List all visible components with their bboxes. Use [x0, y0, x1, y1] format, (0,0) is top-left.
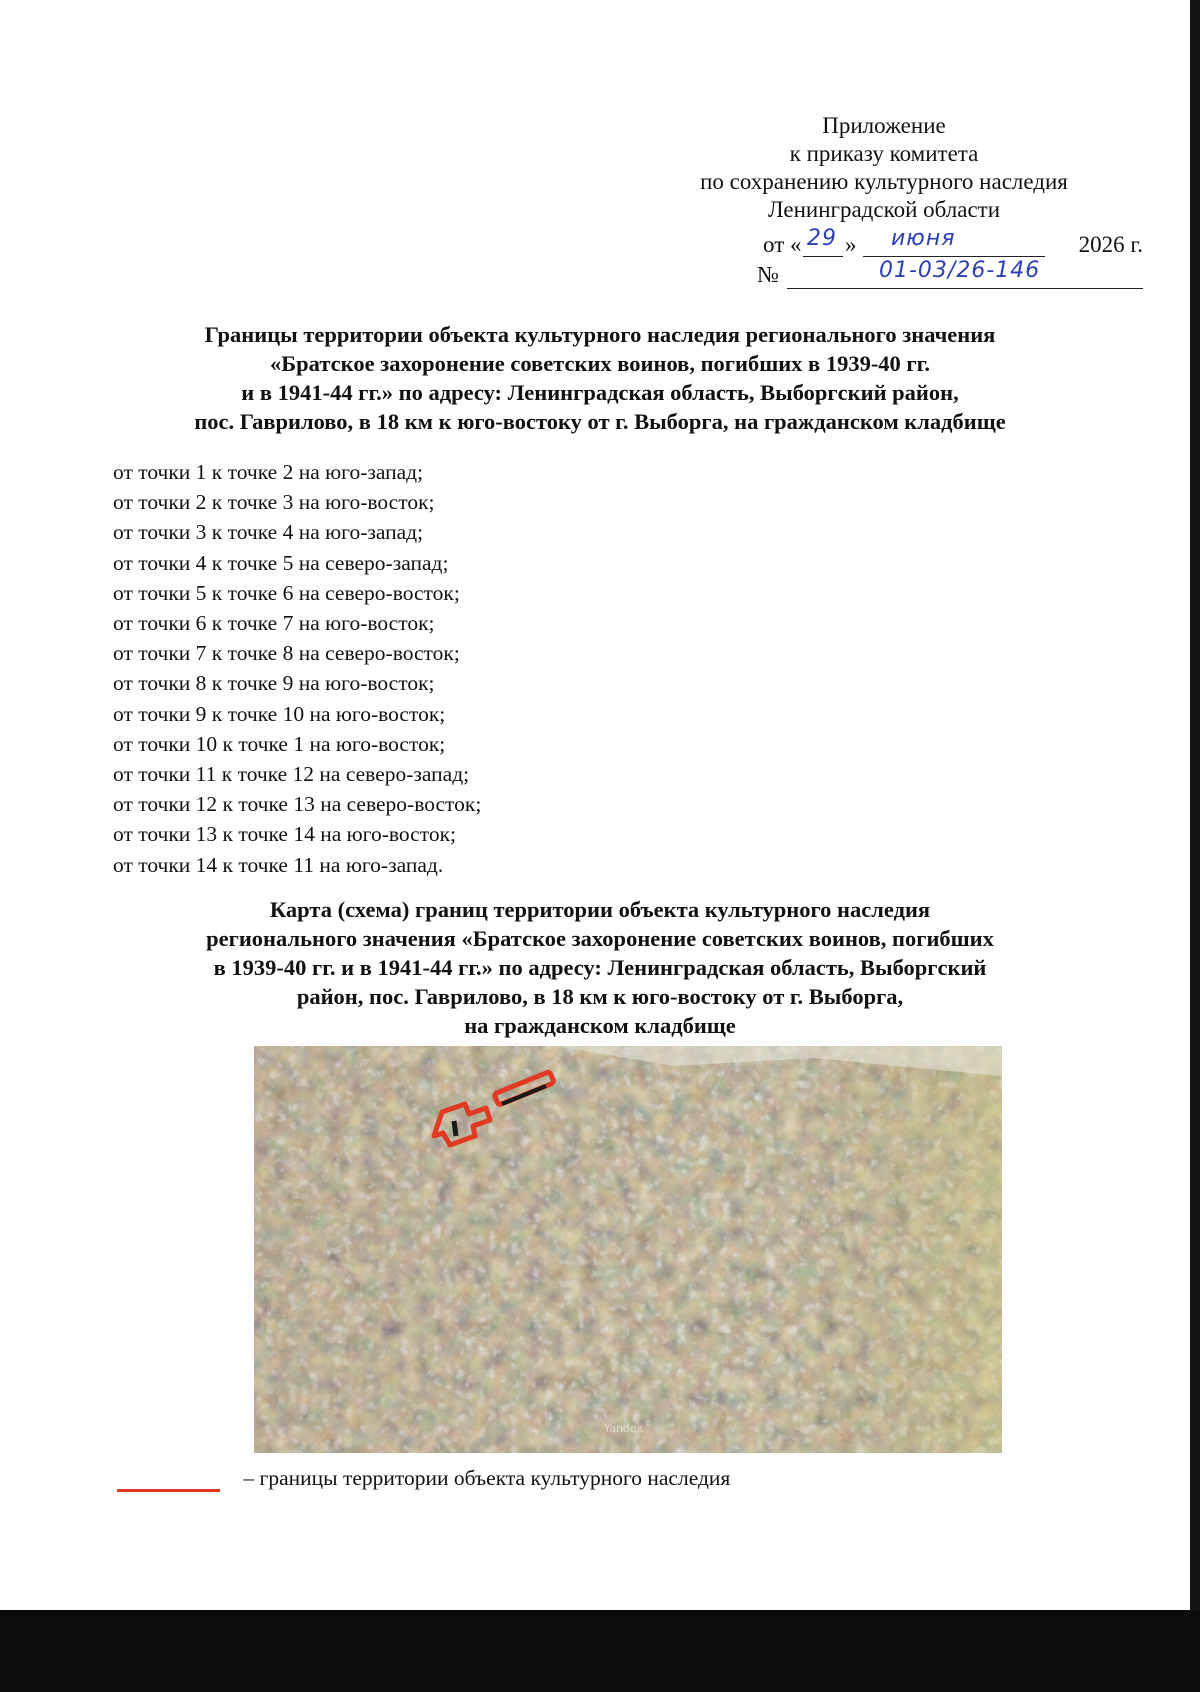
title-line: и в 1941-44 гг.» по адресу: Ленинградская область, Выборгский район, [241, 380, 959, 405]
header-line: по сохранению культурного наследия [700, 169, 1068, 194]
title-line: пос. Гаврилово, в 18 км к юго-востоку от г. Выборга, на гражданском кладбище [194, 409, 1006, 434]
title-line: район, пос. Гаврилово, в 18 км к юго-востоку от г. Выборга, [296, 984, 904, 1009]
boundary-segment: от точки 5 к точке 6 на северо-восток; [113, 580, 460, 605]
number-value: 01-03/26-146 [879, 258, 1041, 283]
title-line: на гражданском кладбище [464, 1013, 736, 1038]
header-line: Ленинградской области [767, 197, 1001, 222]
title-line: «Братское захоронение советских воинов, погибших в 1939-40 гг. [270, 351, 930, 376]
title-line: Границы территории объекта культурного наследия регионального значения [204, 322, 996, 347]
boundary-segment: от точки 14 к точке 11 на юго-запад. [113, 852, 444, 877]
boundary-segment: от точки 4 к точке 5 на северо-запад; [113, 550, 449, 575]
title-line: в 1939-40 гг. и в 1941-44 гг.» по адресу: Ленинградская область, Выборгский [213, 955, 987, 980]
header-line: Приложение [822, 113, 946, 138]
boundary-segment: от точки 1 к точке 2 на юго-запад; [113, 460, 424, 484]
satellite-map [254, 1046, 1002, 1453]
date-year: 2026 г. [1078, 232, 1143, 257]
header-line: к приказу комитета [789, 141, 979, 166]
boundary-description-list [113, 457, 481, 880]
boundary-segment: от точки 11 к точке 12 на северо-запад; [113, 762, 470, 787]
date-day: 29 [807, 226, 837, 251]
grave-marker [454, 1121, 456, 1136]
boundary-segment: от точки 10 к точке 1 на юго-восток; [113, 731, 446, 756]
legend-text: – границы территории объекта культурного наследия [243, 1466, 731, 1490]
number-underline [787, 288, 1143, 289]
boundary-segment: от точки 2 к точке 3 на юго-восток; [113, 490, 435, 515]
boundary-segment: от точки 3 к точке 4 на юго-запад; [113, 520, 424, 545]
appendix-header [624, 112, 1144, 224]
boundary-segment: от точки 8 к точке 9 на юго-восток; [113, 671, 435, 696]
date-month-underline [863, 256, 1045, 257]
date-mid: » [845, 232, 857, 257]
date-day-underline [803, 256, 843, 257]
legend-boundary-line [117, 1489, 220, 1492]
boundaries-title [80, 320, 1120, 436]
date-prefix: от « [763, 232, 802, 257]
scan-edge-bottom [0, 1610, 1200, 1692]
boundary-segment: от точки 6 к точке 7 на юго-восток; [113, 611, 435, 636]
map-watermark: Yandex [604, 1422, 643, 1435]
title-line: регионального значения «Братское захоронение советских воинов, погибших [206, 926, 994, 951]
boundary-segment: от точки 12 к точке 13 на северо-восток; [113, 792, 482, 817]
boundary-segment: от точки 7 к точке 8 на северо-восток; [113, 641, 460, 666]
date-month: июня [891, 226, 956, 251]
scan-edge-right [1190, 0, 1200, 1692]
map-legend [117, 1466, 730, 1491]
aerial-image [254, 1046, 1002, 1453]
title-line: Карта (схема) границ территории объекта культурного наследия [269, 897, 931, 922]
boundary-segment: от точки 9 к точке 10 на юго-восток; [113, 701, 446, 726]
map-title [80, 895, 1120, 1040]
number-label: № [757, 262, 779, 287]
order-number [757, 258, 1143, 294]
boundary-segment: от точки 13 к точке 14 на юго-восток; [113, 822, 456, 847]
